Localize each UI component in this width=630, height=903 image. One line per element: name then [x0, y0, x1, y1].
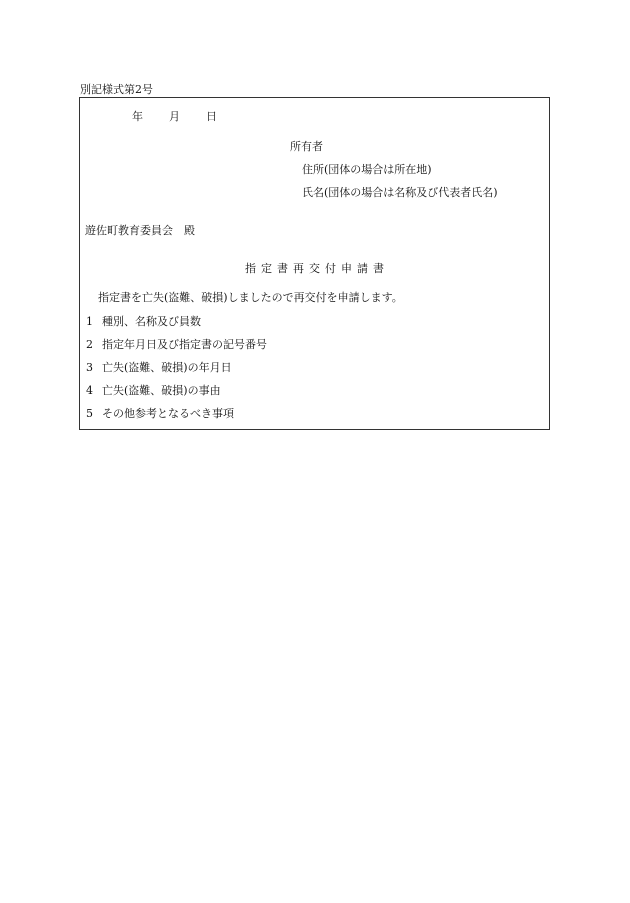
owner-label: 所有者	[290, 140, 323, 153]
item-number: 4	[86, 384, 93, 397]
day-label: 日	[206, 110, 217, 123]
intro-statement: 指定書を亡失(盗難、破損)しましたので再交付を申請します。	[98, 291, 403, 304]
item-number: 1	[86, 315, 93, 328]
list-item	[86, 338, 267, 352]
list-item	[86, 315, 201, 329]
addressee: 遊佐町教育委員会 殿	[85, 224, 195, 237]
item-text: 種別、名称及び員数	[102, 315, 201, 328]
form-number-label: 別記様式第2号	[80, 83, 153, 96]
name-label: 氏名(団体の場合は名称及び代表者氏名)	[302, 186, 498, 199]
item-text: その他参考となるべき事項	[102, 407, 234, 420]
list-item	[86, 384, 221, 398]
list-item	[86, 361, 232, 375]
item-number: 5	[86, 407, 93, 420]
month-label: 月	[169, 110, 180, 123]
item-text: 指定年月日及び指定書の記号番号	[102, 338, 267, 351]
address-label: 住所(団体の場合は所在地)	[302, 163, 432, 176]
year-label: 年	[132, 110, 143, 123]
date-line	[132, 110, 217, 124]
document-title: 指定書再交付申請書	[245, 262, 389, 275]
application-form-box	[79, 97, 550, 430]
list-item	[86, 407, 234, 421]
item-text: 亡失(盗難、破損)の年月日	[102, 361, 232, 374]
item-number: 2	[86, 338, 93, 351]
item-number: 3	[86, 361, 93, 374]
item-text: 亡失(盗難、破損)の事由	[102, 384, 221, 397]
